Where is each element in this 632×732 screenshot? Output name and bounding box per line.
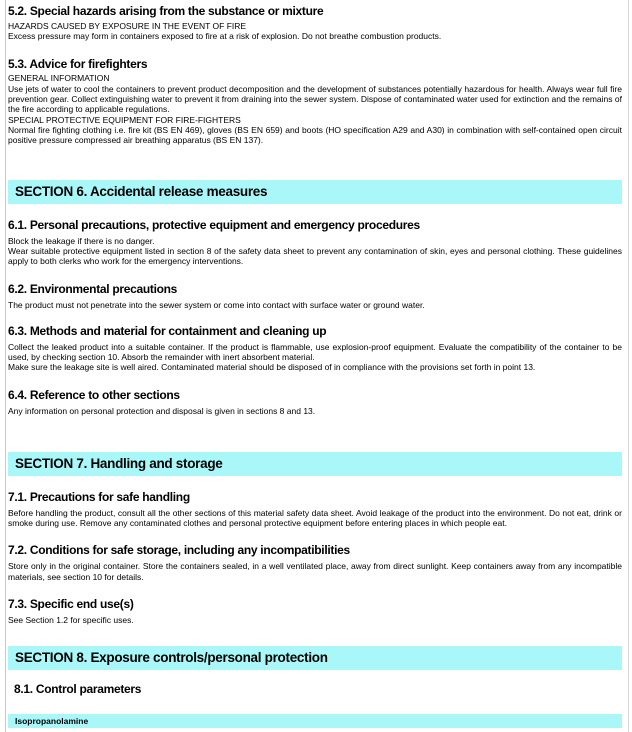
substance-name-bar: Isopropanolamine [8, 714, 622, 728]
subsection-6-1-paragraph: Wear suitable protective equipment listed in section 8 of the safety data sheet to prevent any contamination of skin, eyes and personal clothing. These guidelines apply to both clerks who work for the emergency interventions. [8, 245, 622, 267]
subsection-6-3-title: 6.3. Methods and material for containment and cleaning up [8, 323, 327, 338]
subsection-6-3-paragraph-2: Make sure the leakage site is well aired. Contaminated material should be disposed of in compliance with the provisions set forth in point 13. [8, 362, 536, 373]
subsection-7-2-title: 7.2. Conditions for safe storage, including any incompatibilities [8, 543, 350, 558]
section-7-header-bar: SECTION 7. Handling and storage [8, 452, 622, 476]
subsection-6-3-paragraph-1: Collect the leaked product into a suitable container. If the product is flammable, use explosion-proof equipment. Evaluate the compatibility of the container to be used, by checking section 10. Absorb the remainder with inert absorbent material. [8, 341, 622, 363]
subsection-8-1-title: 8.1. Control parameters [14, 682, 142, 697]
subsection-6-1-line: Block the leakage if there is no danger. [8, 235, 155, 246]
subsection-7-3-body: See Section 1.2 for specific uses. [8, 614, 134, 625]
section-8-header-bar: SECTION 8. Exposure controls/personal protection [8, 646, 622, 670]
subsection-6-1-title: 6.1. Personal precautions, protective equipment and emergency procedures [8, 217, 420, 232]
subsection-5-2-label: HAZARDS CAUSED BY EXPOSURE IN THE EVENT OF FIRE [8, 20, 247, 31]
subsection-6-4-title: 6.4. Reference to other sections [8, 387, 180, 402]
section-6-header-bar: SECTION 6. Accidental release measures [8, 180, 622, 204]
subsection-5-3-title: 5.3. Advice for firefighters [8, 56, 148, 71]
subsection-5-2-body: Excess pressure may form in containers exposed to fire at a risk of explosion. Do not breathe combustion products. [8, 31, 442, 42]
subsection-6-2-title: 6.2. Environmental precautions [8, 281, 178, 296]
subsection-7-2-paragraph: Store only in the original container. Store the containers sealed, in a well ventilated place, away from direct sunlight. Keep containers away from any incompatible materials, see section 10 for details. [8, 561, 622, 582]
subsection-5-3-label-protective: SPECIAL PROTECTIVE EQUIPMENT FOR FIRE-FIGHTERS [8, 114, 241, 125]
subsection-7-1-title: 7.1. Precautions for safe handling [8, 489, 190, 504]
sds-document-page [5, 0, 629, 732]
subsection-5-3-paragraph-protective: Normal fire fighting clothing i.e. fire kit (BS EN 469), gloves (BS EN 659) and boots (HO specification A29 and A30) in combination with self-contained open circuit positive pressure compressed air breathing apparatus (BS EN 137). [8, 125, 622, 146]
subsection-7-1-paragraph: Before handling the product, consult all the other sections of this material safety data sheet. Avoid leakage of the product into the environment. Do not eat, drink or smoke during use. Remove any contaminated clothes and personal protective equipment before entering places in which people eat. [8, 507, 622, 529]
subsection-7-3-title: 7.3. Specific end use(s) [8, 596, 134, 611]
subsection-6-4-body: Any information on personal protection and disposal is given in sections 8 and 13. [8, 405, 316, 416]
subsection-6-2-body: The product must not penetrate into the sewer system or come into contact with surface water or ground water. [8, 299, 425, 310]
subsection-5-3-paragraph-general: Use jets of water to cool the containers to prevent product decomposition and the development of substances potentially hazardous for health. Always wear full fire prevention gear. Collect extinguishing water to prevent it from draining into the sewer system. Dispose of contaminated water used for extinction and the remains of the fire according to applicable regulations. [8, 83, 622, 115]
subsection-5-3-label-general: GENERAL INFORMATION [8, 73, 110, 84]
subsection-5-2-title: 5.2. Special hazards arising from the substance or mixture [8, 4, 324, 18]
